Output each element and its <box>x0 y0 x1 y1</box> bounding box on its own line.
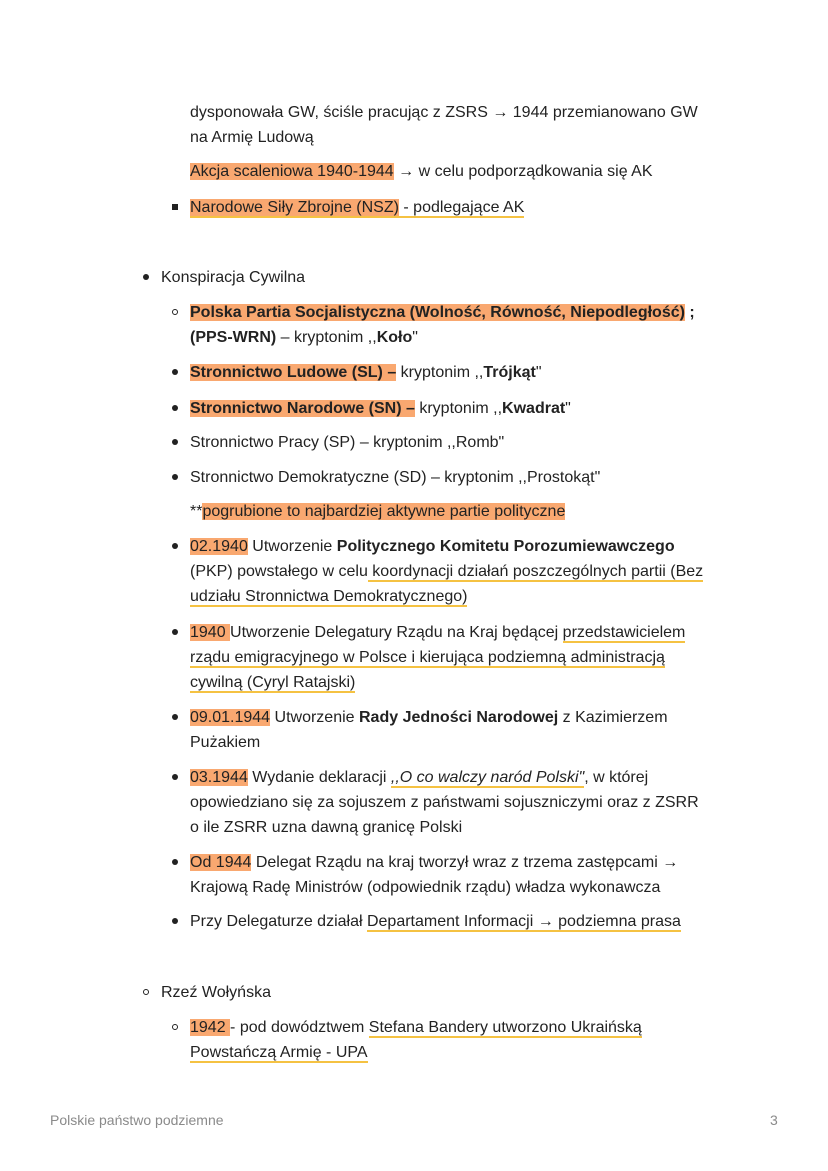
highlight: Narodowe Siły Zbrojne (NSZ) <box>190 199 399 216</box>
section-heading: Rzeź Wołyńska <box>161 984 271 1001</box>
text-line: dysponowała GW, ściśle pracując z ZSRS → 1944 przemianowano GW <box>190 104 698 121</box>
text: Wydanie deklaracji <box>247 769 391 786</box>
dot-bullet-icon <box>172 774 178 780</box>
delegatura-line-1 <box>190 620 685 645</box>
date-highlight: Od 1944 <box>190 854 252 871</box>
akcja-line <box>190 159 653 184</box>
underlined-text: przedstawicielem <box>562 624 686 641</box>
text: Politycznego Komitetu Porozumiewawczego <box>336 538 675 555</box>
dot-bullet-icon <box>172 474 178 480</box>
deklaracja-line-2: opowiedziano się za sojuszem z państwami sojuszniczymi oraz z ZSRR <box>190 794 699 811</box>
text: Trójkąt <box>483 364 536 381</box>
text: Delegat Rządu na kraj tworzył wraz z trzema zastępcami → <box>251 854 679 871</box>
deklaracja-line-3: o ile ZSRR uzna dawną granicę Polski <box>190 819 463 836</box>
underlined-text: cywilną (Cyryl Ratajski) <box>190 674 356 691</box>
upa-line-2 <box>190 1040 368 1065</box>
text: – kryptonim ,, <box>276 329 377 346</box>
text: " <box>535 364 542 381</box>
text: (PPS-WRN) <box>190 329 277 346</box>
date-highlight: 1940 <box>190 624 231 641</box>
rjn-line-2: Pużakiem <box>190 734 261 751</box>
text: - pod dowództwem <box>230 1019 369 1036</box>
pps-line-2 <box>190 325 418 350</box>
circle-bullet-icon <box>143 989 149 995</box>
text: , w której <box>584 769 649 786</box>
underlined-text: Powstańczą Armię - UPA <box>190 1044 368 1061</box>
informacja-line <box>190 909 681 934</box>
date-highlight: 03.1944 <box>190 769 248 786</box>
text: Utworzenie Delegatury Rządu na Kraj będącej <box>230 624 563 641</box>
highlight: Akcja scaleniowa 1940-1944 <box>190 163 394 180</box>
text: (PKP) powstałego w celu <box>190 563 368 580</box>
underlined-text: udziału Stronnictwa Demokratycznego) <box>190 588 468 605</box>
text: ; <box>684 304 695 321</box>
text: Kwadrat <box>502 400 566 417</box>
delegatura-line-2 <box>190 645 665 670</box>
underlined-text: ,,O co walczy naród Polski" <box>390 769 585 786</box>
page-number: 3 <box>770 1112 778 1128</box>
dot-bullet-icon <box>172 439 178 445</box>
pps-line-1 <box>190 300 695 325</box>
date-highlight: 09.01.1944 <box>190 709 271 726</box>
highlight: Stronnictwo Ludowe (SL) – <box>190 364 397 381</box>
highlight: Stronnictwo Narodowe (SN) – <box>190 400 415 417</box>
text: Utworzenie <box>270 709 359 726</box>
dot-bullet-icon <box>172 369 178 375</box>
krm-line-1 <box>190 850 678 875</box>
text: Koło <box>376 329 413 346</box>
underlined-text: Stefana Bandery utworzono Ukraińską <box>368 1019 642 1036</box>
sn-line <box>190 396 571 421</box>
dot-bullet-icon <box>172 405 178 411</box>
underlined-text: koordynacji działań poszczególnych partii (Bez <box>367 563 704 580</box>
upa-line-1 <box>190 1015 642 1040</box>
text: → w celu podporządkowania się AK <box>393 163 653 180</box>
sd-line: Stronnictwo Demokratyczne (SD) – kryptonim ,,Prostokąt" <box>190 469 601 486</box>
dot-bullet-icon <box>172 714 178 720</box>
circle-bullet-icon <box>172 1024 178 1030</box>
krm-line-2: Krajową Radę Ministrów (odpowiednik rządu) władza wykonawcza <box>190 879 661 896</box>
text: " <box>565 400 571 417</box>
dot-bullet-icon <box>143 274 149 280</box>
pkp-line-1 <box>190 534 675 559</box>
date-highlight: 02.1940 <box>190 538 248 555</box>
underlined-text: Departament Informacji → podziemna prasa <box>366 913 681 930</box>
dot-bullet-icon <box>172 543 178 549</box>
deklaracja-line-1 <box>190 765 648 790</box>
text: Utworzenie <box>247 538 337 555</box>
text-line: na Armię Ludową <box>190 129 314 146</box>
nsz-line <box>190 195 524 220</box>
date-highlight: 1942 <box>190 1019 231 1036</box>
note-line <box>190 499 565 524</box>
text: ** <box>190 503 203 520</box>
underlined-text: podlegające AK <box>413 199 525 216</box>
highlight: pogrubione to najbardziej aktywne partie polityczne <box>202 503 566 520</box>
footer-title: Polskie państwo podziemne <box>50 1112 224 1128</box>
text: kryptonim ,, <box>414 400 503 417</box>
underlined-text: rządu emigracyjnego w Polsce i kierująca podziemną administracją <box>190 649 665 666</box>
dot-bullet-icon <box>172 629 178 635</box>
text: Przy Delegaturze działał <box>190 913 367 930</box>
dot-bullet-icon <box>172 859 178 865</box>
text: kryptonim ,, <box>396 364 484 381</box>
pkp-line-3 <box>190 584 467 609</box>
pkp-line-2 <box>190 559 703 584</box>
square-bullet-icon <box>172 204 178 210</box>
sl-line <box>190 360 542 385</box>
delegatura-line-3 <box>190 670 355 695</box>
highlight: Polska Partia Socjalistyczna (Wolność, Równość, Niepodległość) <box>190 304 685 321</box>
sp-line: Stronnictwo Pracy (SP) – kryptonim ,,Romb" <box>190 434 505 451</box>
section-heading: Konspiracja Cywilna <box>161 269 306 286</box>
rjn-line-1 <box>190 705 668 730</box>
text: - <box>398 199 414 216</box>
dot-bullet-icon <box>172 918 178 924</box>
text: " <box>412 329 418 346</box>
text: Rady Jedności Narodowej <box>359 709 559 726</box>
text: z Kazimierzem <box>558 709 668 726</box>
circle-bullet-icon <box>172 309 178 315</box>
